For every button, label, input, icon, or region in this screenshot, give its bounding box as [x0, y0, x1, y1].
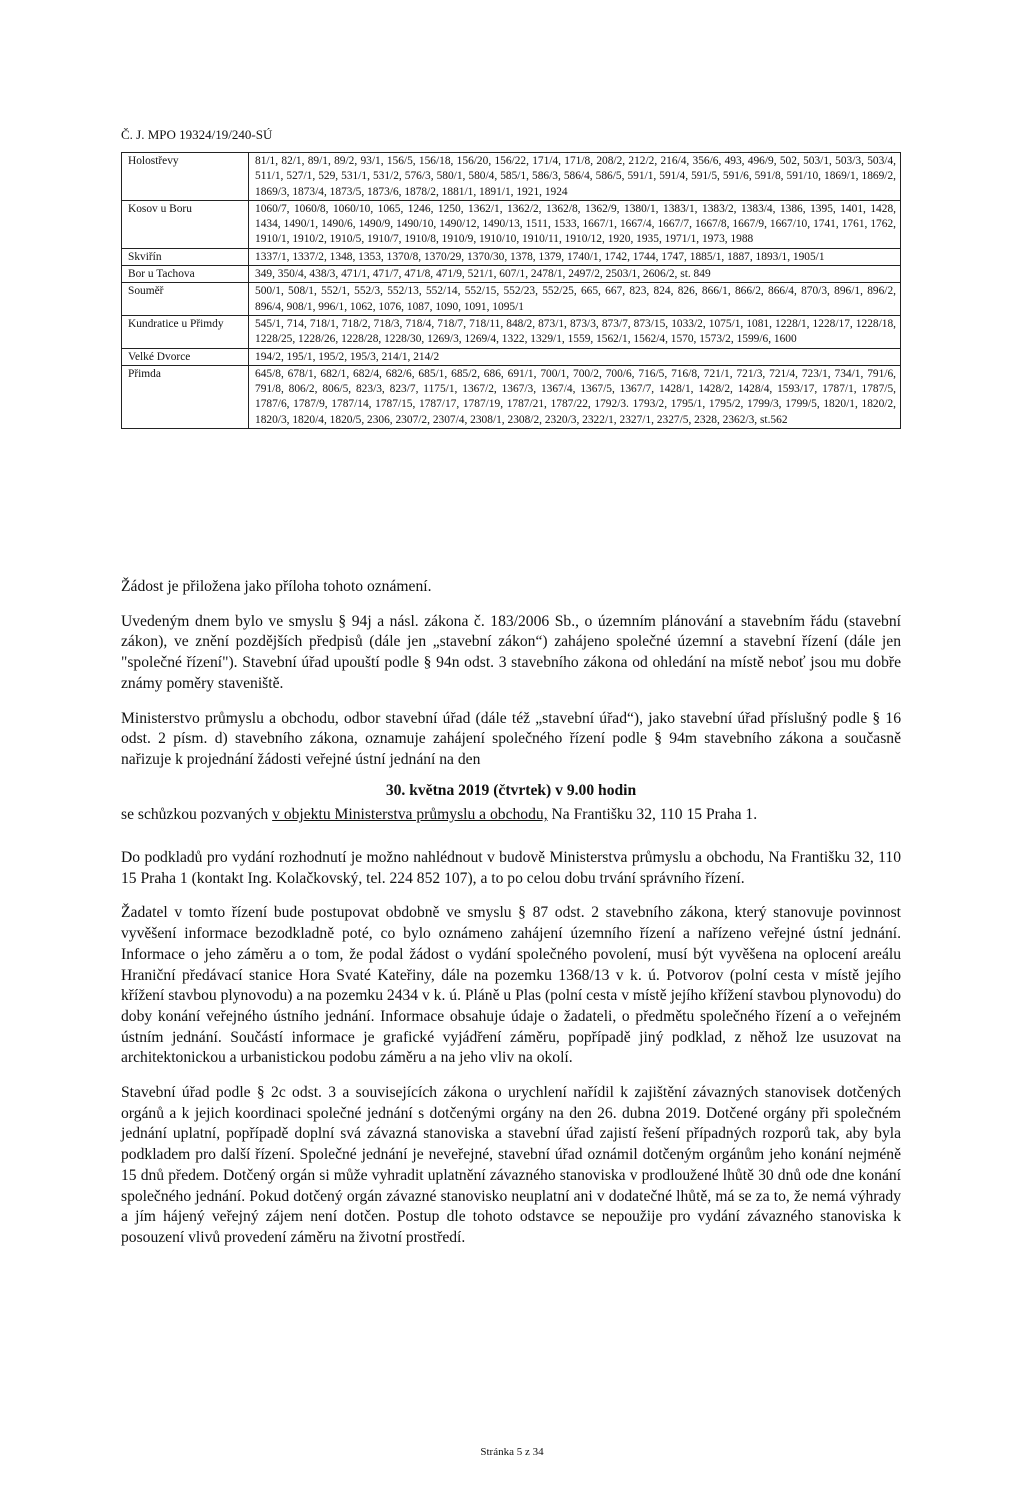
- table-row: [122, 315, 901, 348]
- parcel-list: 1337/1, 1337/2, 1348, 1353, 1370/8, 1370/29, 1370/30, 1378, 1379, 1740/1, 1742, 1744, 1747, 1885/1, 1887, 1893/1, 1905/1: [249, 248, 901, 265]
- cadastre-name: Velké Dvorce: [122, 348, 249, 365]
- cadastre-name: Souměř: [122, 283, 249, 316]
- table-row: [122, 283, 901, 316]
- paragraph-meeting-place: [121, 805, 901, 826]
- page-number: Stránka 5 z 34: [480, 1446, 544, 1458]
- table-row: [122, 248, 901, 265]
- meeting-place-underlined: v objektu Ministerstva průmyslu a obchodu,: [272, 806, 548, 824]
- document-body: [121, 577, 901, 1263]
- table-row: [122, 365, 901, 428]
- cadastre-name: Skviřín: [122, 248, 249, 265]
- parcel-list: 194/2, 195/1, 195/2, 195/3, 214/1, 214/2: [249, 348, 901, 365]
- hearing-date: 30. května 2019 (čtvrtek) v 9.00 hodin: [385, 781, 637, 799]
- table-row: [122, 153, 901, 201]
- parcel-list: 645/8, 678/1, 682/1, 682/4, 682/6, 685/1, 685/2, 686, 691/1, 700/1, 700/2, 700/6, 716/5, 716/8, 721/1, 721/3, 721/4, 723/1, 734/1, 791/6, 791/8, 806/2, 806/5, 823/3, 823/7, 1175/1, 1367/2, 1367/3, 1367/4, 1367/5, 1367/7, 1428/1, 1428/2, 1428/4, 1593/17, 1787/1, 1787/5, 1787/6, 1787/9, 1787/14, 1787/15, 1787/17, 1787/19, 1787/21, 1787/22, 1792/3. 1793/2, 1795/1, 1795/2, 1799/3, 1799/5, 1820/1, 1820/2, 1820/3, 1820/4, 1820/5, 2306, 2307/2, 2307/4, 2308/1, 2308/2, 2320/3, 2322/1, 2327/1, 2327/5, 2328, 2362/3, st.562: [249, 365, 901, 428]
- paragraph-authorities: Stavební úřad podle § 2c odst. 3 a souvisejících zákona o urychlení nařídil k zajištění závazných stanovisek dotčených orgánů a k jejich koordinaci společné jednání s dotčenými orgány na den 26. dubna 2019. Dotčené orgány při společném jednání uplatní, popřípadě doplní svá závazná stanoviska a stavební úřad zajistí řešení případných rozporů tak, aby byla podkladem pro další řízení. Společné jednání je neveřejné, stavební úřad oznámil dotčeným orgánům jeho konání nejméně 15 dnů předem. Dotčený orgán si může vyhradit uplatnění závazného stanoviska v prodloužené lhůtě 30 dnů ode dne konání společného jednání. Pokud dotčený orgán závazné stanovisko neuplatní ani v dodatečné lhůtě, má se za to, že nemá výhrady a jím hájený veřejný zájem není dotčen. Postup dle tohoto odstavce se nepoužije pro vydání závazného stanoviska k posouzení vlivů provedení záměru na životní prostředí.: [121, 1084, 901, 1246]
- parcel-list: 1060/7, 1060/8, 1060/10, 1065, 1246, 1250, 1362/1, 1362/2, 1362/8, 1362/9, 1380/1, 1383/1, 1383/2, 1383/4, 1386, 1395, 1401, 1428, 1434, 1490/1, 1490/6, 1490/9, 1490/10, 1490/12, 1490/13, 1511, 1533, 1667/1, 1667/4, 1667/7, 1667/8, 1667/9, 1667/10, 1741, 1761, 1762, 1910/1, 1910/2, 1910/5, 1910/7, 1910/8, 1910/9, 1910/10, 1910/11, 1910/12, 1920, 1935, 1971/1, 1973, 1988: [249, 200, 901, 248]
- cadastre-name: Bor u Tachova: [122, 266, 249, 283]
- paragraph-applicant-info: Žadatel v tomto řízení bude postupovat obdobně ve smyslu § 87 odst. 2 stavebního zákona, který stanovuje povinnost vyvěšení informace bezodkladně poté, co bylo oznámeno zahájení územního řízení a nařízeno veřejné ústní jednání. Informace o jeho záměru a o tom, že podal žádost o vydání společného povolení, musí být vyvěšena na oplocení areálu Hraniční předávací stanice Hora Svaté Kateřiny, dále na pozemku 1368/13 v k. ú. Potvorov (polní cesta v místě jejího křížení stavbou plynovodu) a na pozemku 2434 v k. ú. Pláně u Plas (polní cesta v místě jejího křížení stavbou plynovodu) do doby konání veřejného ústního jednání. Informace obsahuje údaje o žadateli, o předmětu společného řízení a o veřejném ústním jednání. Součástí informace je grafické vyjádření záměru, popřípadě jiný podklad, z něhož lze usuzovat na architektonickou a urbanistickou podobu záměru a na jeho vliv na okolí.: [121, 904, 901, 1067]
- parcel-list: 349, 350/4, 438/3, 471/1, 471/7, 471/8, 471/9, 521/1, 607/1, 2478/1, 2497/2, 2503/1, 2606/2, st. 849: [249, 266, 901, 283]
- cadastre-name: Kosov u Boru: [122, 200, 249, 248]
- paragraph-documents: Do podkladů pro vydání rozhodnutí je možno nahlédnout v budově Ministerstva průmyslu a obchodu, Na Františku 32, 110 15 Praha 1 (kontakt Ing. Kolačkovský, tel. 224 852 107), a to po celou dobu trvání správního řízení.: [121, 849, 901, 887]
- cadastre-name: Kundratice u Přimdy: [122, 315, 249, 348]
- paragraph-announcement: Ministerstvo průmyslu a obchodu, odbor stavební úřad (dále též „stavební úřad“), jako stavební úřad příslušný podle § 16 odst. 2 písm. d) stavebního zákona, oznamuje zahájení společného řízení podle § 94m stavebního zákona a současně nařizuje k projednání žádosti veřejné ústní jednání na den: [121, 709, 901, 768]
- parcel-list: 81/1, 82/1, 89/1, 89/2, 93/1, 156/5, 156/18, 156/20, 156/22, 171/4, 171/8, 208/2, 212/2, 216/4, 356/6, 493, 496/9, 502, 503/1, 503/3, 503/4, 511/1, 527/1, 529, 531/1, 531/2, 576/3, 580/1, 580/4, 585/1, 586/3, 586/4, 586/5, 591/1, 591/4, 591/5, 591/6, 591/8, 591/10, 1869/1, 1869/2, 1869/3, 1873/4, 1873/5, 1873/6, 1878/2, 1881/1, 1891/1, 1921, 1924: [249, 153, 901, 201]
- paragraph-commencement: Uvedeným dnem bylo ve smyslu § 94j a násl. zákona č. 183/2006 Sb., o územním plánování a stavebním řádu (stavební zákon), ve znění pozdějších předpisů (dále jen „stavební zákon“) zahájeno společné územní a stavební řízení (dále jen "společné řízení"). Stavební úřad upouští podle § 94n odst. 3 stavebního zákona od ohledání na místě neboť jsou mu dobře známy poměry staveniště.: [121, 612, 901, 692]
- table-row: [122, 266, 901, 283]
- parcel-list: 500/1, 508/1, 552/1, 552/3, 552/13, 552/14, 552/15, 552/23, 552/25, 665, 667, 823, 824, 826, 866/1, 866/2, 866/4, 870/3, 896/1, 896/2, 896/4, 908/1, 996/1, 1062, 1076, 1087, 1090, 1091, 1095/1: [249, 283, 901, 316]
- cadastre-name: Holostřevy: [122, 153, 249, 201]
- parcels-table: [121, 152, 901, 429]
- cadastre-name: Přimda: [122, 365, 249, 428]
- meeting-place-address: Na Františku 32, 110 15 Praha 1.: [547, 806, 758, 824]
- table-row: [122, 200, 901, 248]
- table-row: [122, 348, 901, 365]
- paragraph-attachment: Žádost je přiložena jako příloha tohoto oznámení.: [121, 578, 432, 595]
- parcel-list: 545/1, 714, 718/1, 718/2, 718/3, 718/4, 718/7, 718/11, 848/2, 873/1, 873/3, 873/7, 873/15, 1033/2, 1075/1, 1081, 1228/1, 1228/17, 1228/18, 1228/25, 1228/26, 1228/28, 1228/30, 1269/3, 1269/4, 1322, 1329/1, 1559, 1562/1, 1562/4, 1570, 1573/2, 1599/6, 1600: [249, 315, 901, 348]
- document-reference: Č. J. MPO 19324/19/240-SÚ: [121, 127, 273, 142]
- meeting-place-text: se schůzkou pozvaných: [121, 806, 273, 824]
